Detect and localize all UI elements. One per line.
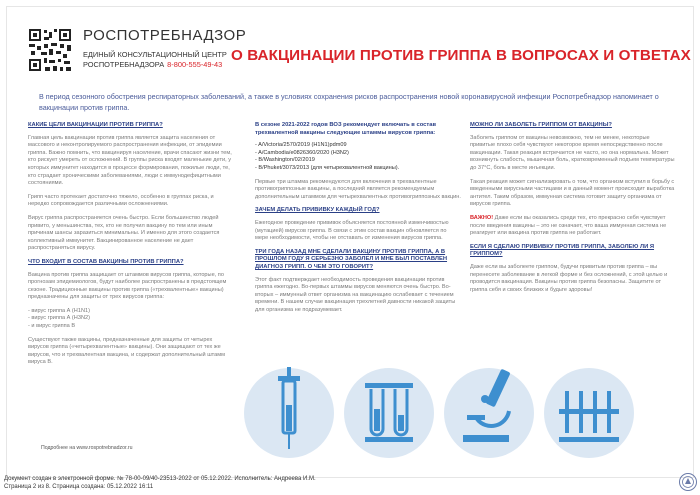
column-2 — [255, 122, 461, 320]
org-name: РОСПОТРЕБНАДЗОР — [83, 27, 247, 44]
phone-number[interactable]: 8-800-555-49-43 — [167, 60, 223, 69]
strain-item: - вирус гриппа А (H1N1) — [28, 307, 90, 314]
footer-link[interactable]: Подробнее на www.rospotrebnadzor.ru — [41, 445, 133, 451]
answer-paragraph: Этот факт подтверждает необходимость проведения вакцинации против гриппа ежегодно. Во-первых штаммы вирусов меняются очень быстро. Во-вторых – иммунный ответ организма на вакцинацию ослабевает с течением времени. В нашем случае вакцинация трехлетней давности никакой защиты для организма не подразумевает. — [255, 276, 456, 313]
strain-list — [255, 142, 461, 172]
center-line2-text: РОСПОТРЕБНАДЗОРА — [83, 60, 165, 69]
who-intro: В сезоне 2021-2022 годов ВОЗ рекомендует включать в состав трехвалентной вакцины следующие штаммы вирусов гриппа: — [255, 122, 437, 136]
poster — [6, 6, 694, 478]
answer-paragraph: Вирус гриппа распространяется очень быстро. Если большинство людей привито, у меньшинства, тех, кто не получил вакцину по тем или иным причинам шансы заразиться минимальны. И именно для этого создается коллективный иммунитет. Вакцинированное население не дает распространяться вирусу. — [28, 214, 220, 252]
warning-label: ВАЖНО! — [470, 214, 494, 221]
strain-item: - A/Cambodia/e0826360/2020 (H3N2) — [255, 149, 349, 156]
strain-item: - вирус гриппа А (H3N2) — [28, 315, 90, 322]
answer-paragraph: Первые три штамма рекомендуются для включения в трехвалентные противогриппозные вакцины, а последний является рекомендуемым дополнительным штаммом для четырехвалентных противогриппозных вакцин. — [255, 178, 461, 200]
answer-paragraph: Существуют также вакцины, предназначенные для защиты от четырех вирусов гриппа («четырехвалентные» вакцины). Они защищают от тех же вирусов, что и трехвалентная вакцина, и содержат дополнительный штамм вируса В. — [28, 336, 225, 366]
answer-paragraph — [470, 215, 676, 238]
strain-item: - B/Washington/02/2019 — [255, 157, 315, 164]
question-heading: ЧТО ВХОДИТ В СОСТАВ ВАКЦИНЫ ПРОТИВ ГРИППА? — [28, 258, 184, 265]
page-title: О ВАКЦИНАЦИИ ПРОТИВ ГРИППА В ВОПРОСАХ И ОТВЕТАХ — [231, 47, 691, 64]
header — [7, 7, 694, 79]
center-line1: ЕДИНЫЙ КОНСУЛЬТАЦИОННЫЙ ЦЕНТР — [83, 50, 227, 59]
question-heading: КАКИЕ ЦЕЛИ ВАКЦИНАЦИИ ПРОТИВ ГРИППА? — [28, 122, 163, 128]
question-heading: ТРИ ГОДА НАЗАД МНЕ СДЕЛАЛИ ВАКЦИНУ ПРОТИВ ГРИППА, А В ПРОШЛОМ ГОДУ Я СЕРЬЕЗНО ЗАБОЛЕЛ И МНЕ БЫЛ ПОСТАВЛЕН ДИАГНОЗ ГРИПП. О ЧЕМ ЭТО ГОВОРИТ? — [255, 248, 448, 270]
answer-paragraph: Заболеть гриппом от вакцины невозможно, тем не менее, некоторые привитые плохо себя чувствуют некоторое время непосредственно после вакцинации. Такая реакция встречается не часто, но она нормальна. Может возникнуть слабость, мышечная боль, кратковременный подъем температуры до 37°С, боль в месте инъекции. — [470, 134, 675, 171]
answer-paragraph: Такая реакция может сигнализировать о том, что организм вступил в борьбу с введенными вирусными частицами и в данный момент происходит выработка антител. Таким образом, иммунная система готовит защиту организма от вирусов гриппа. — [470, 178, 675, 208]
column-3 — [470, 122, 676, 300]
question-heading: МОЖНО ЛИ ЗАБОЛЕТЬ ГРИППОМ ОТ ВАКЦИНЫ? — [470, 122, 612, 128]
illustration — [231, 349, 694, 467]
column-1 — [28, 122, 232, 373]
strain-item: - и вирус гриппа В — [28, 323, 76, 330]
question-heading: ЕСЛИ Я СДЕЛАЮ ПРИВИВКУ ПРОТИВ ГРИППА, ЗАБОЛЕЮ ЛИ Я ГРИППОМ? — [470, 243, 655, 258]
intro-text: В период сезонного обострения респираторных заболеваний, а также в условиях сохранения рисков распространения новой коронавирусной инфекции Роспотребнадзор напоминает о вакцинации против гриппа. — [39, 92, 659, 112]
qr-code-icon — [27, 27, 73, 73]
answer-paragraph: Ежегодное проведение прививок объясняется постоянной изменчивостью (мутацией) вирусов гриппа. В связи с этим состав вакцин обновляется по мере необходимости, чтобы не отставать от изменения вирусов гриппа. — [255, 219, 449, 242]
strain-item: - B/Phuket/3073/2013 (для четырехвалентной вакцины). — [255, 164, 400, 171]
strain-item: - A/Victoria/2570/2019 (H1N1)pdm09 — [255, 142, 347, 149]
footer-line-2: Страница 2 из 8. Страница создана: 05.12.2022 16:11 — [4, 484, 154, 490]
center-line2 — [83, 60, 222, 69]
strain-list — [28, 308, 232, 331]
seal-icon — [678, 472, 698, 492]
footer-line-1: Документ создан в электронной форме. № 78-00-09/40-23513-2022 от 05.12.2022. Исполнитель: Андреева И.М. — [4, 476, 316, 482]
answer-paragraph: Даже если вы заболеете гриппом, будучи привитым против гриппа – вы перенесете заболевание в легкой форме и без осложнений, с этой целью и проводится вакцинация. Вакцины против гриппа безопасны. Защитите от гриппа себя и своих близких и будьте здоровы! — [470, 263, 668, 293]
answer-paragraph: Главная цель вакцинации против гриппа является защита населения от массового и неконтролируемого распространения инфекции, от эпидемии гриппа. Важно помнить, что вакцинируя население, врачи спасают жизни тем, кто рискует умереть от осложнений. В группы риска входят маленькие дети, у которых иммунитет находится в процессе формирования, пожилые люди, те, кто страдает хроническими заболеваниями, люди с иммунодефицитными состояниями. — [28, 134, 232, 187]
question-heading: ЗАЧЕМ ДЕЛАТЬ ПРИВИВКУ КАЖДЫЙ ГОД? — [255, 207, 380, 214]
warning-text: Даже если вы оказались среди тех, кто прекрасно себя чувствует после введения вакцины – это не означает, что ваша иммунная система не реагирует или вакцина против гриппа не работает. — [470, 214, 667, 237]
answer-paragraph: Вакцина против гриппа защищает от штаммов вирусов гриппа, которые, по прогнозам эпидемиологов, будут наиболее распространены в предстоящем сезоне. Традиционные вакцины против гриппа («трехвалентные» вакцины) предназначены для защиты от трех вирусов гриппа: — [28, 271, 227, 301]
answer-paragraph: Грипп часто протекает достаточно тяжело, особенно в группах риска, и нередко сопровождается различными осложнениями. — [28, 193, 214, 208]
